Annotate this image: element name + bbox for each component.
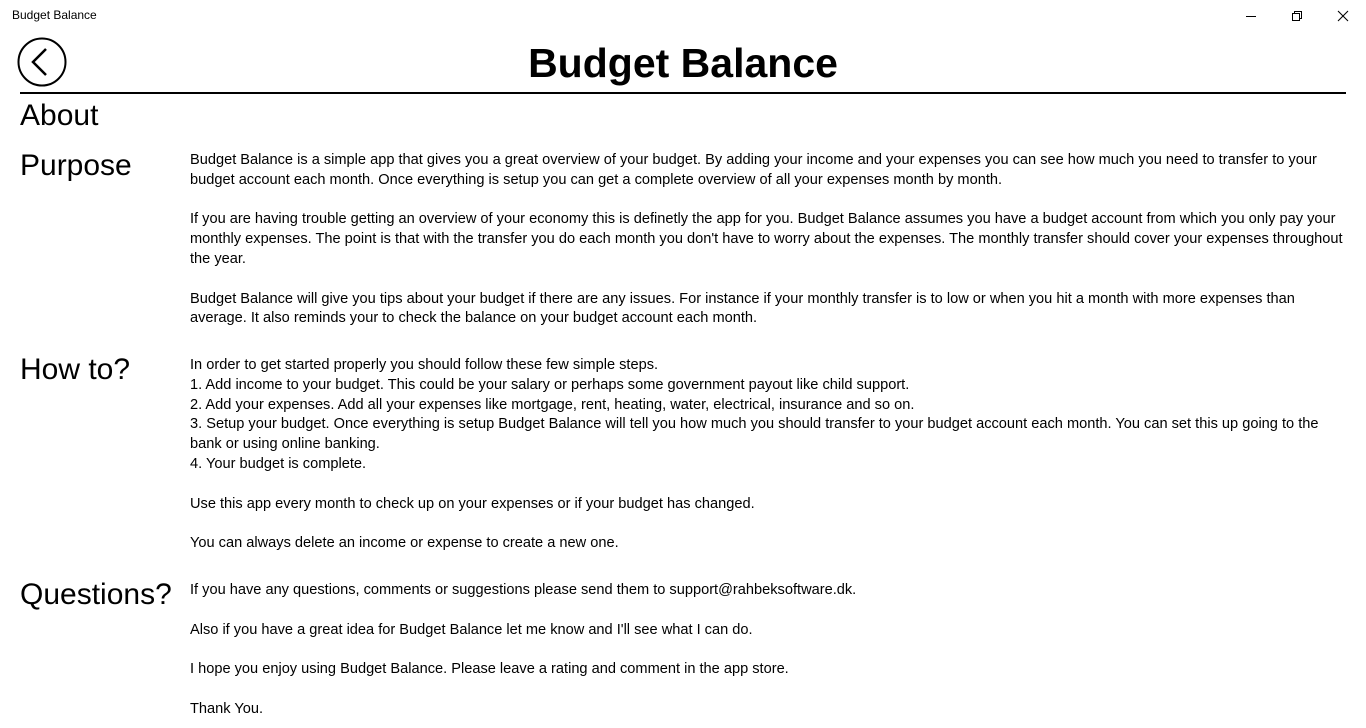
howto-step-4: 4. Your budget is complete. (190, 455, 367, 472)
howto-step-1: 1. Add income to your budget. This could be your salary or perhaps some government payout like child support. (190, 376, 910, 393)
purpose-heading: Purpose (20, 149, 132, 182)
minimize-button[interactable] (1228, 0, 1274, 32)
questions-paragraph-3: I hope you enjoy using Budget Balance. Please leave a rating and comment in the app store. (190, 661, 789, 678)
howto-step-3: 3. Setup your budget. Once everything is setup Budget Balance will tell you how much you should transfer to your budget account each month. You can set this up going to the bank or using online banking. (190, 416, 1319, 453)
howto-intro: In order to get started properly you should follow these few simple steps. (190, 357, 659, 373)
howto-paragraph-2: Use this app every month to check up on your expenses or if your budget has changed. (190, 495, 755, 512)
howto-section (190, 356, 1346, 554)
howto-paragraph-3: You can always delete an income or expense to create a new one. (190, 535, 619, 552)
howto-heading: How to? (20, 353, 131, 386)
header-divider (20, 92, 1346, 94)
questions-paragraph-1: If you have any questions, comments or suggestions please send them to support@rahbeksoftware.dk. (190, 582, 857, 598)
howto-step-2: 2. Add your expenses. Add all your expenses like mortgage, rent, heating, water, electrical, insurance and so on. (190, 396, 915, 413)
questions-paragraph-4: Thank You. (190, 700, 264, 717)
restore-icon (1291, 10, 1303, 22)
page-title: Budget Balance (528, 40, 838, 86)
title-bar (0, 0, 1366, 32)
restore-button[interactable] (1274, 0, 1320, 32)
purpose-paragraph-1: Budget Balance is a simple app that gives you a great overview of your budget. By adding your income and your expenses you can see how much you need to transfer to your budget account each month. Once everything is setup you can get a complete overview of all your expenses month by month. (190, 152, 1317, 188)
questions-heading: Questions? (20, 578, 172, 611)
purpose-paragraph-3: Budget Balance will give you tips about your budget if there are any issues. For instance if your monthly transfer is to low or when you hit a month with more expenses than average. It also reminds your to check the balance on your budget account each month. (190, 290, 1295, 327)
purpose-section (190, 151, 1346, 329)
about-heading: About (20, 99, 99, 132)
questions-paragraph-2: Also if you have a great idea for Budget Balance let me know and I'll see what I can do. (190, 621, 753, 638)
questions-section (190, 581, 1346, 720)
purpose-paragraph-2: If you are having trouble getting an overview of your economy this is definetly the app for you. Budget Balance assumes you have a budget account from which you only pay your monthly expenses. The point is that with the transfer you do each month you don't have to worry about the expenses. The monthly transfer should cover your expenses throughout the year. (190, 211, 1343, 267)
minimize-icon (1245, 10, 1257, 22)
window-title: Budget Balance (12, 8, 97, 22)
close-icon (1337, 10, 1349, 22)
close-button[interactable] (1320, 0, 1366, 32)
